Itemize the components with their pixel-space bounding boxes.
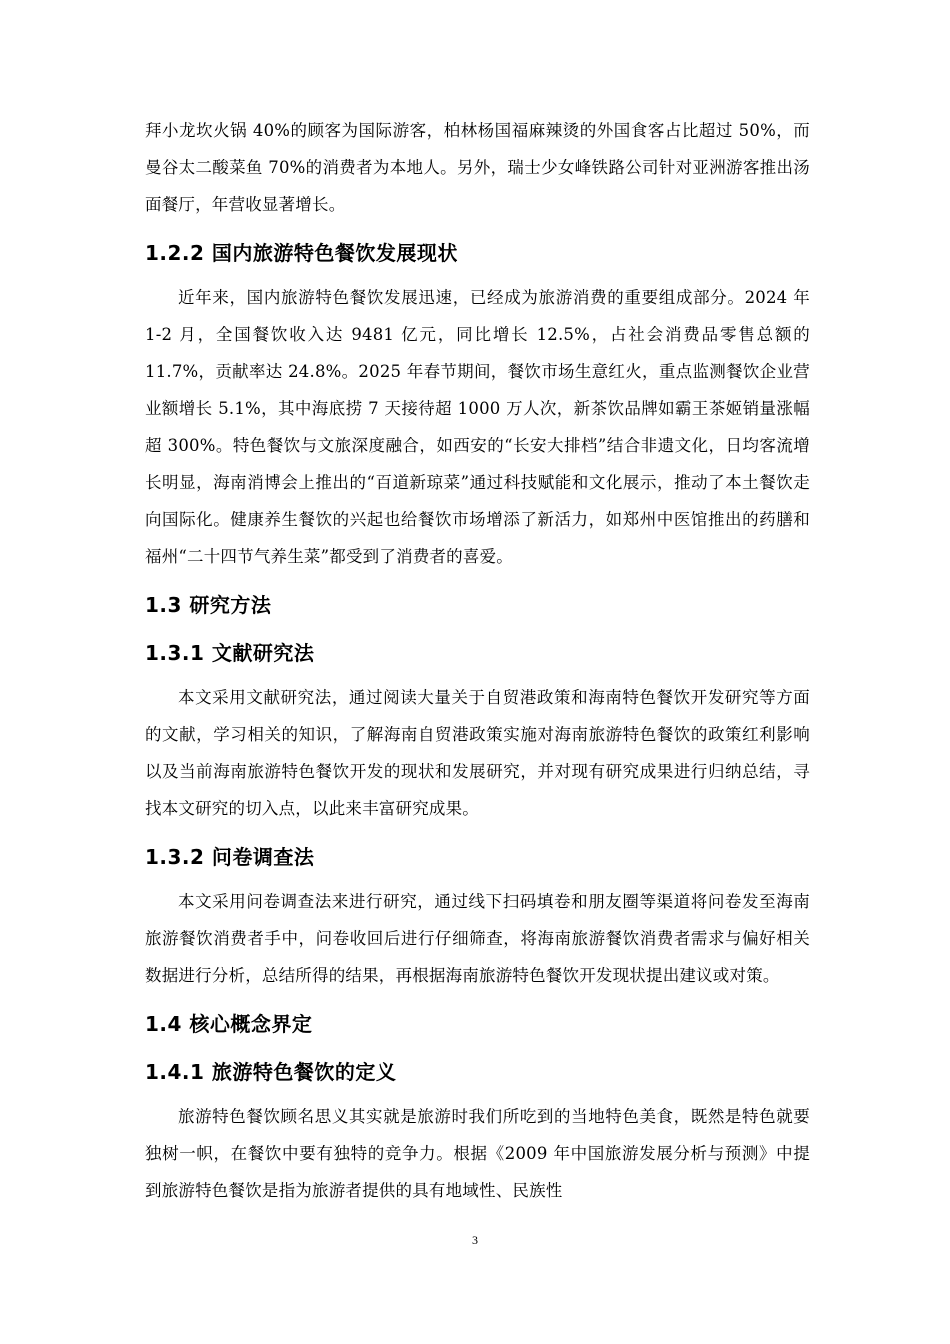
document-page	[145, 112, 810, 1209]
heading-1-4-1: 1.4.1 旅游特色餐饮的定义	[145, 1060, 397, 1084]
paragraph-definition: 旅游特色餐饮顾名思义其实就是旅游时我们所吃到的当地特色美食，既然是特色就要独树一帜，在餐饮中要有独特的竞争力。根据《2009 年中国旅游发展分析与预测》中提到旅游特色餐饮是指为旅游者提供的具有地域性、民族性	[145, 1107, 810, 1200]
paragraph-literature-method: 本文采用文献研究法，通过阅读大量关于自贸港政策和海南特色餐饮开发研究等方面的文献，学习相关的知识，了解海南自贸港政策实施对海南旅游特色餐饮的政策红利影响以及当前海南旅游特色餐饮开发的现状和发展研究，并对现有研究成果进行归纳总结，寻找本文研究的切入点，以此来丰富研究成果。	[145, 688, 810, 818]
paragraph-international-examples: 拜小龙坎火锅 40%的顾客为国际游客，柏林杨国福麻辣烫的外国食客占比超过 50%，而曼谷太二酸菜鱼 70%的消费者为本地人。另外，瑞士少女峰铁路公司针对亚洲游客推出汤面餐厅，年营收显著增长。	[145, 121, 810, 214]
heading-1-2-2: 1.2.2 国内旅游特色餐饮发展现状	[145, 241, 458, 265]
heading-1-3-2: 1.3.2 问卷调查法	[145, 845, 315, 869]
heading-1-3: 1.3 研究方法	[145, 593, 272, 617]
heading-1-3-1: 1.3.1 文献研究法	[145, 641, 315, 665]
page-number: 3	[472, 1233, 478, 1247]
paragraph-domestic-status: 近年来，国内旅游特色餐饮发展迅速，已经成为旅游消费的重要组成部分。2024 年 1-2 月，全国餐饮收入达 9481 亿元，同比增长 12.5%，占社会消费品零售总额的 11.7%，贡献率达 24.8%。2025 年春节期间，餐饮市场生意红火，重点监测餐饮企业营业额增长 5.1%，其中海底捞 7 天接待超 1000 万人次，新茶饮品牌如霸王茶姬销量涨幅超 300%。特色餐饮与文旅深度融合，如西安的“长安大排档”结合非遗文化，日均客流增长明显，海南消博会上推出的“百道新琼菜”通过科技赋能和文化展示，推动了本土餐饮走向国际化。健康养生餐饮的兴起也给餐饮市场增添了新活力，如郑州中医馆推出的药膳和福州“二十四节气养生菜”都受到了消费者的喜爱。	[145, 288, 810, 566]
paragraph-survey-method: 本文采用问卷调查法来进行研究，通过线下扫码填卷和朋友圈等渠道将问卷发至海南旅游餐饮消费者手中，问卷收回后进行仔细筛查，将海南旅游餐饮消费者需求与偏好相关数据进行分析，总结所得的结果，再根据海南旅游特色餐饮开发现状提出建议或对策。	[145, 892, 810, 985]
heading-1-4: 1.4 核心概念界定	[145, 1012, 313, 1036]
